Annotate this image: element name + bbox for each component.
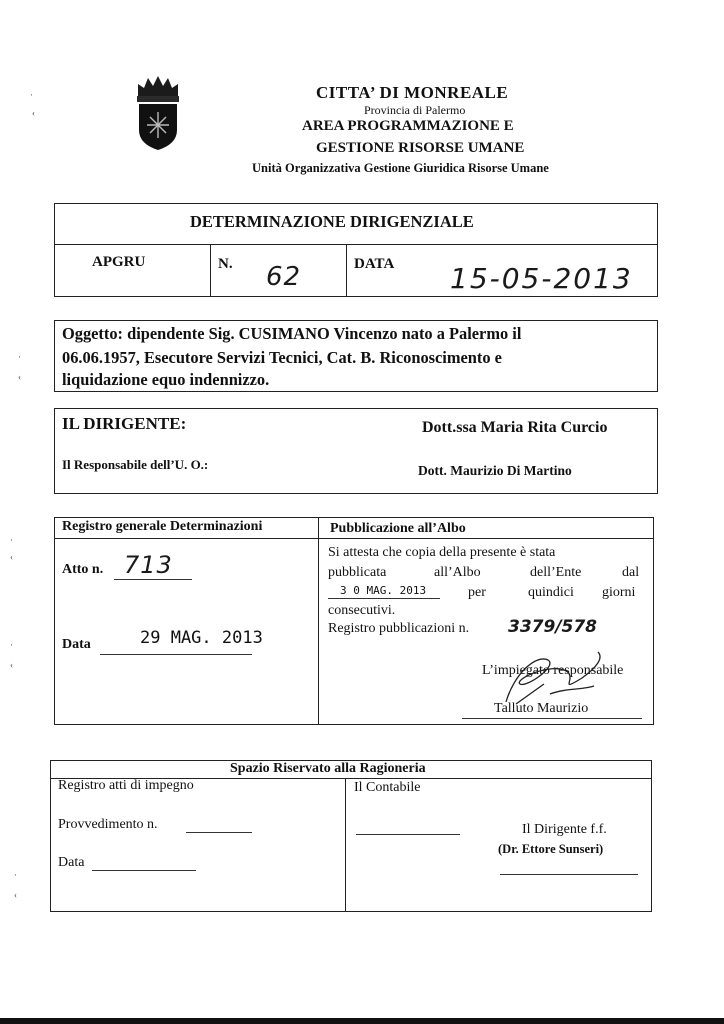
determination-date: 15-05-2013	[450, 262, 633, 295]
publication-register-label: Registro pubblicazioni n.	[328, 621, 470, 636]
atto-label: Atto n.	[62, 562, 104, 577]
accounting-right-header: Il Contabile	[354, 780, 421, 795]
accounting-left-header: Registro atti di impegno	[58, 778, 194, 793]
subject-line-1: Oggetto: dipendente Sig. CUSIMANO Vincenzo nato a Palermo il	[62, 324, 522, 343]
publication-word-ente: dell’Ente	[530, 565, 582, 580]
determination-title: DETERMINAZIONE DIRIGENZIALE	[190, 212, 474, 231]
area-name-line2: GESTIONE RISORSE UMANE	[316, 140, 525, 156]
publication-word-per: per	[468, 585, 486, 600]
scan-hole-mark: ·	[18, 352, 21, 362]
publication-word-pubblicata: pubblicata	[328, 565, 387, 580]
publication-word-dal: dal	[622, 565, 640, 580]
city-coat-of-arms	[132, 74, 184, 152]
registry-header-left: Registro generale Determinazioni	[62, 519, 263, 534]
province-name: Provincia di Palermo	[364, 103, 466, 117]
accounting-director-name: (Dr. Ettore Sunseri)	[498, 842, 604, 856]
employee-label: L’impiegato responsabile	[482, 663, 624, 678]
subject-line-2: 06.06.1957, Esecutore Servizi Tecnici, Cat. B. Riconoscimento e	[62, 348, 502, 367]
responsible-label: Il Responsabile dell’U. O.:	[62, 457, 209, 472]
city-name: CITTA’ DI MONREALE	[316, 83, 509, 102]
determination-number: 62	[266, 262, 302, 292]
scan-hole-mark: ·	[30, 90, 33, 100]
registry-data-label: Data	[62, 637, 91, 652]
scan-hole-mark: ‹	[32, 108, 35, 118]
scan-bottom-edge	[0, 1018, 724, 1024]
atto-number: 713	[124, 551, 173, 579]
publication-line-4: consecutivi.	[328, 603, 396, 618]
scan-hole-mark: ‹	[14, 890, 17, 900]
area-name-line1: AREA PROGRAMMAZIONE E	[302, 118, 514, 134]
unit-name: Unità Organizzativa Gestione Giuridica Risorse Umane	[252, 161, 549, 175]
accounting-data-label: Data	[58, 855, 85, 870]
scan-hole-mark: ·	[10, 535, 13, 545]
accounting-title: Spazio Riservato alla Ragioneria	[230, 761, 426, 776]
publication-register-number: 3379/578	[508, 617, 598, 637]
manager-label: IL DIRIGENTE:	[62, 414, 187, 433]
number-label: N.	[218, 256, 233, 272]
scan-hole-mark: ‹	[10, 552, 13, 562]
registry-header-right: Pubblicazione all’Albo	[330, 521, 466, 536]
scan-hole-mark: ‹	[18, 372, 21, 382]
office-code: APGRU	[92, 254, 146, 270]
registry-date-stamp: 29 MAG. 2013	[140, 628, 263, 648]
scan-hole-mark: ·	[14, 870, 17, 880]
publication-date-stamp: 3 0 MAG. 2013	[340, 584, 427, 597]
scan-hole-mark: ·	[10, 640, 13, 650]
provvedimento-label: Provvedimento n.	[58, 817, 158, 832]
publication-word-giorni: giorni	[602, 585, 636, 600]
publication-word-quindici: quindici	[528, 585, 574, 600]
subject-line-3: liquidazione equo indennizzo.	[62, 370, 270, 389]
publication-word-albo: all’Albo	[434, 565, 481, 580]
date-label: DATA	[354, 256, 395, 272]
employee-name: Talluto Maurizio	[494, 701, 589, 716]
scan-hole-mark: ‹	[10, 660, 13, 670]
manager-name: Dott.ssa Maria Rita Curcio	[422, 419, 608, 436]
accounting-director-label: Il Dirigente f.f.	[522, 822, 607, 837]
responsible-name: Dott. Maurizio Di Martino	[418, 463, 572, 478]
publication-line-1: Si attesta che copia della presente è stata	[328, 545, 556, 560]
